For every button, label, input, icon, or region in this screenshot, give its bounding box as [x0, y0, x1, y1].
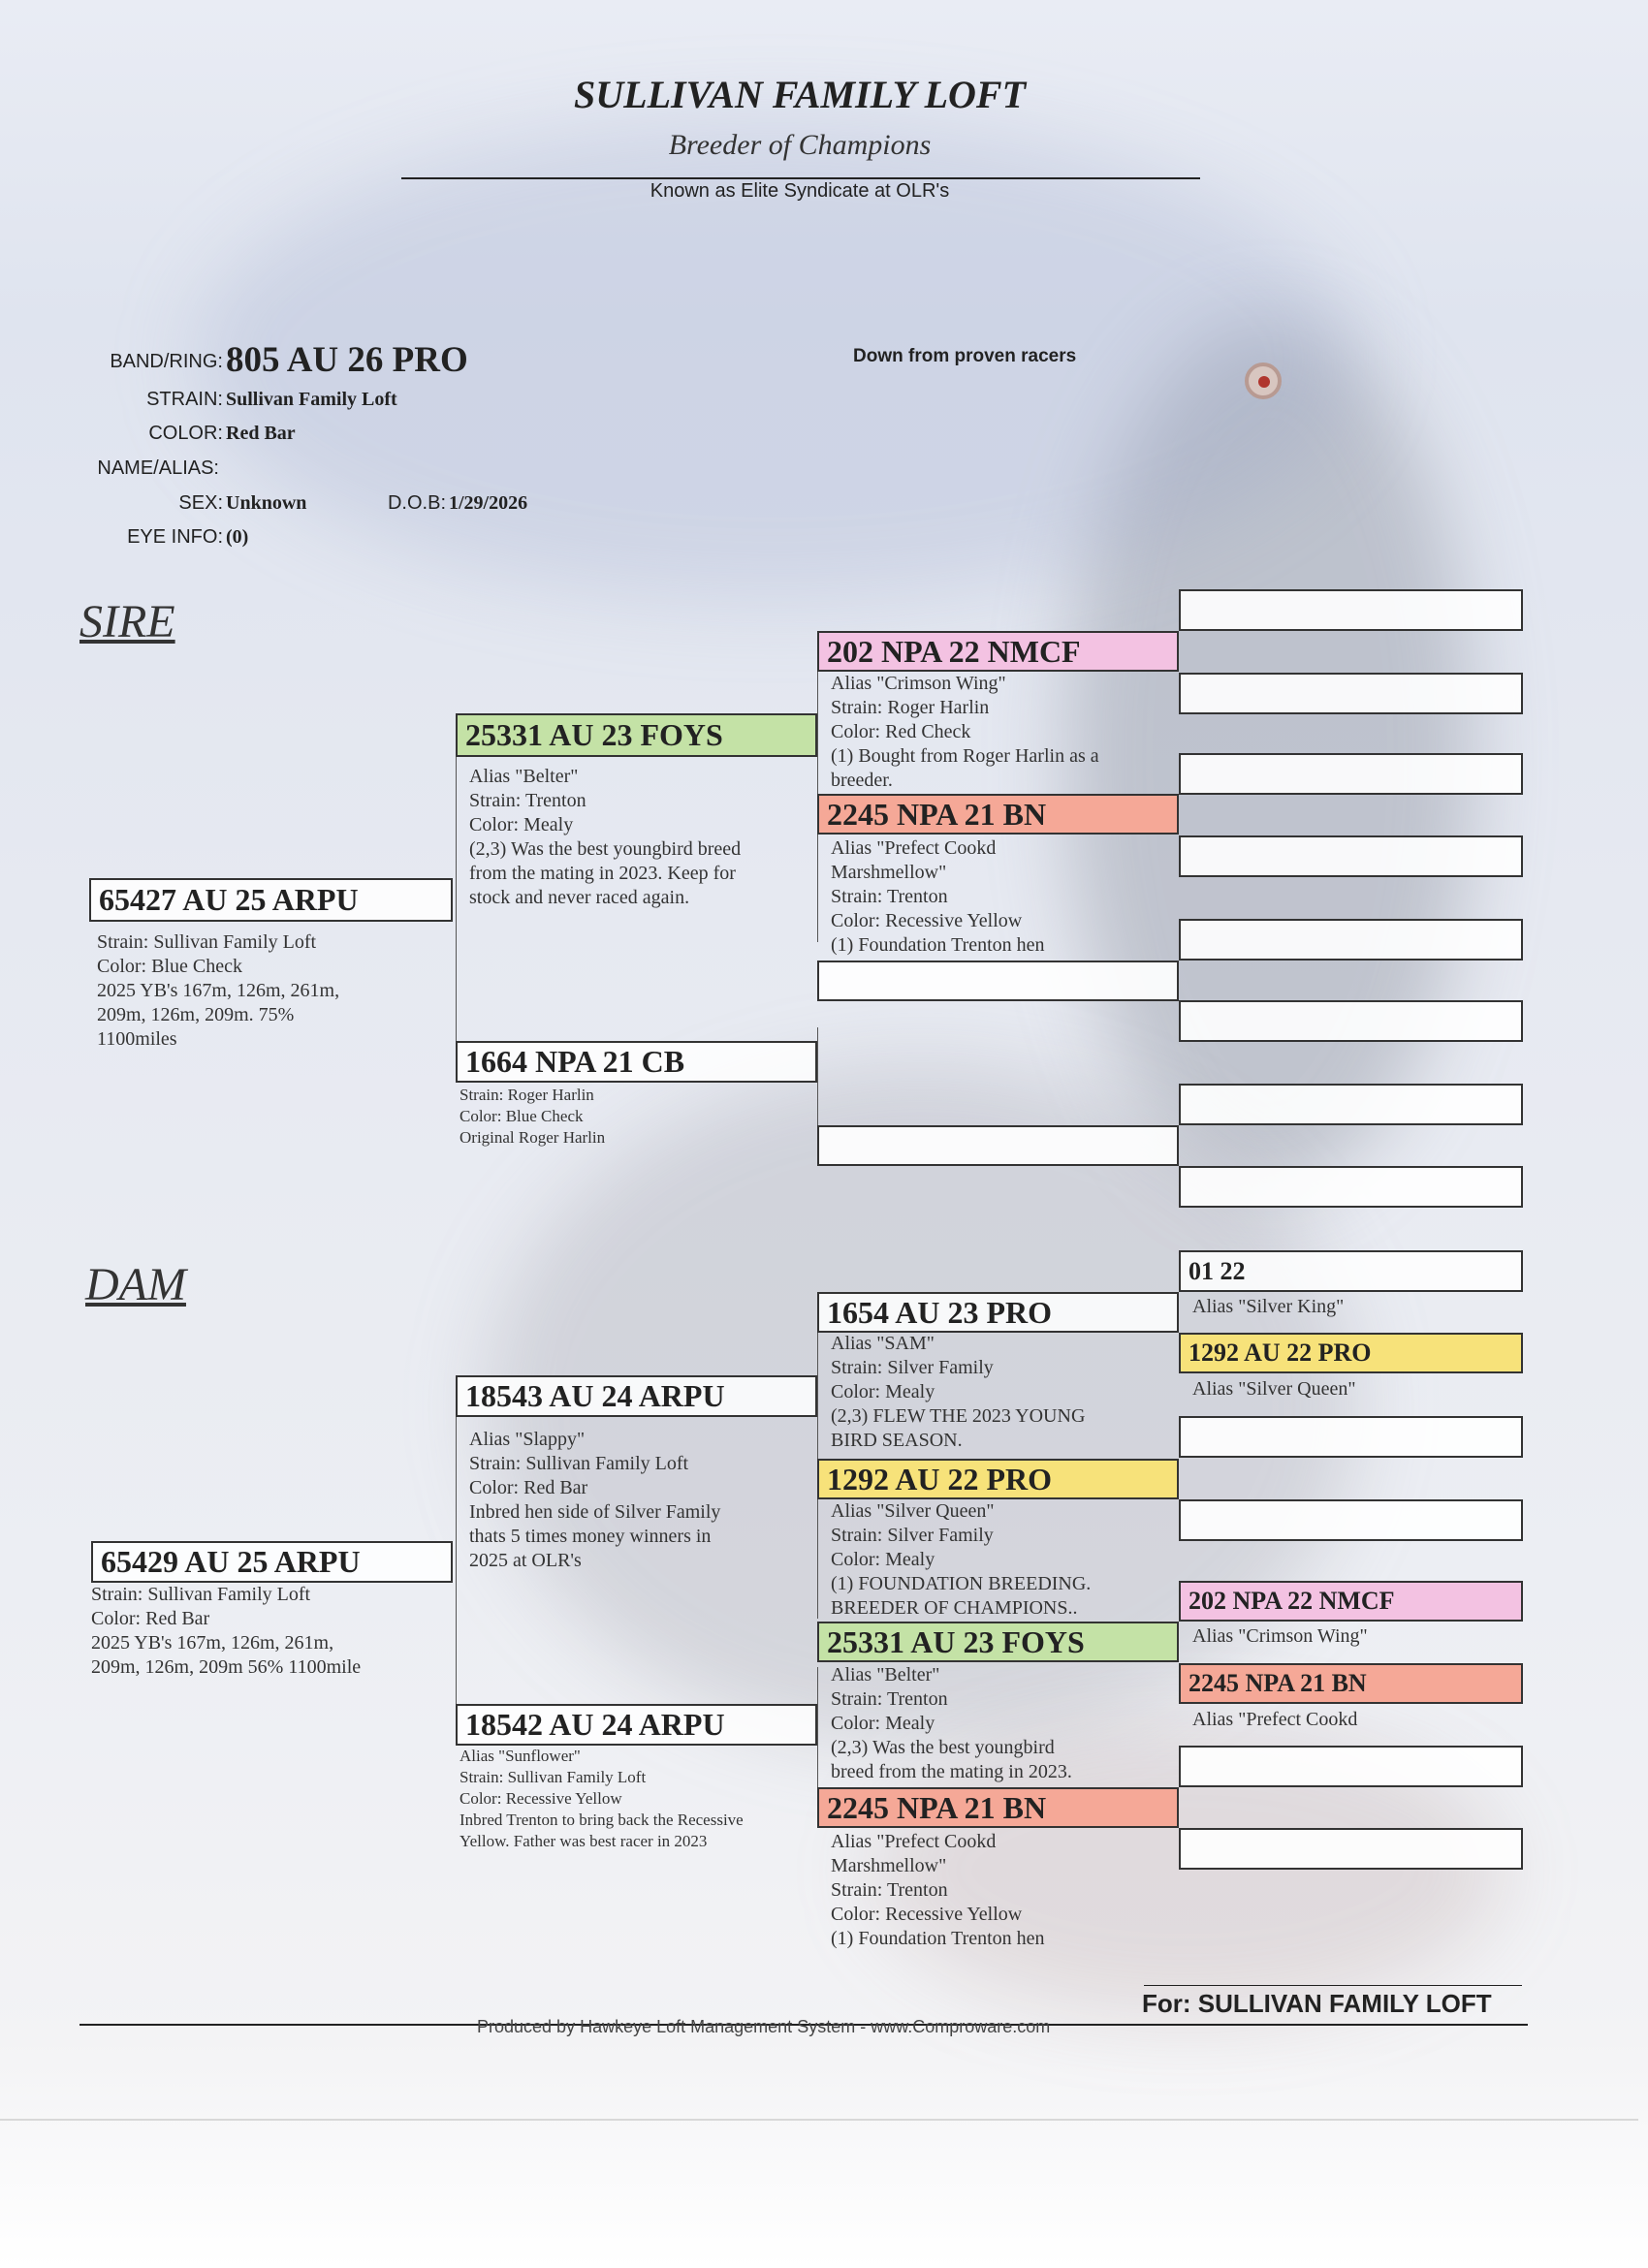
dam-sire-sire-sire-box: 01 22	[1179, 1250, 1523, 1292]
sire-dam-notes: Strain: Roger Harlin Color: Blue Check Original Roger Harlin	[460, 1086, 606, 1147]
remark-text: Down from proven racers	[853, 346, 1077, 366]
sire-sire-dam-notes: Alias "Prefect Cookd Marshmellow" Strain: Trenton Color: Recessive Yellow (1) Foundation Trenton hen	[831, 837, 1045, 956]
dam-sire-sire-dam-note: Alias "Silver Queen"	[1192, 1378, 1356, 1400]
pigeon-eye-icon	[1245, 362, 1282, 399]
band-label: BAND/RING:	[110, 351, 223, 372]
strain-value: Sullivan Family Loft	[226, 389, 397, 410]
dam-sire-sire-sire-note: Alias "Silver King"	[1192, 1296, 1345, 1317]
name-label: NAME/ALIAS:	[97, 457, 219, 479]
gen5-empty-box	[1179, 1499, 1523, 1541]
footer-for-text: For: SULLIVAN FAMILY LOFT	[1142, 1989, 1492, 2018]
dam-heading: DAM	[85, 1259, 186, 1310]
sire-dam-band-box: 1664 NPA 21 CB	[456, 1041, 817, 1083]
gen5-empty-box	[1179, 1416, 1523, 1458]
gen5-empty-box	[1179, 1084, 1523, 1125]
sire-sire-sire-band-box: 202 NPA 22 NMCF	[817, 631, 1179, 672]
dam-sire-sire-dam-box: 1292 AU 22 PRO	[1179, 1333, 1523, 1373]
gen5-empty-box	[1179, 1828, 1523, 1870]
sire-branch-line	[456, 746, 457, 1056]
sire-sire-sire-notes: Alias "Crimson Wing" Strain: Roger Harlin Color: Red Check (1) Bought from Roger Harlin as a breeder.	[831, 673, 1099, 791]
dam-band-box: 65429 AU 25 ARPU	[91, 1541, 453, 1583]
dam-sire-band-box: 18543 AU 24 ARPU	[456, 1375, 817, 1417]
dam-branch-line	[456, 1396, 457, 1706]
dam-dam-sire-sire-box: 202 NPA 22 NMCF	[1179, 1581, 1523, 1622]
dam-sire-sire-band-box: 1654 AU 23 PRO	[817, 1292, 1179, 1333]
dam-sire-sire-notes: Alias "SAM" Strain: Silver Family Color: Mealy (2,3) FLEW THE 2023 YOUNG BIRD SEASON.	[831, 1333, 1086, 1451]
sex-label: SEX:	[178, 492, 223, 514]
gen5-empty-box	[1179, 673, 1523, 714]
dam-sire-dam-notes: Alias "Silver Queen" Strain: Silver Family Color: Mealy (1) FOUNDATION BREEDING. BREEDER OF CHAMPIONS..	[831, 1500, 1092, 1619]
gen5-empty-box	[1179, 1000, 1523, 1042]
gen5-empty-box	[1179, 835, 1523, 877]
footer-produced-by: Produced by Hawkeye Loft Management System - www.Comproware.com	[477, 2017, 1051, 2036]
sire-sire-notes: Alias "Belter" Strain: Trenton Color: Mealy (2,3) Was the best youngbird breed from the mating in 2023. Keep for stock and never raced again.	[469, 766, 742, 908]
gen5-empty-box	[1179, 589, 1523, 631]
dam-dam-notes: Alias "Sunflower" Strain: Sullivan Family Loft Color: Recessive Yellow Inbred Trenton to bring back the Recessive Yellow. Father was best racer in 2023	[460, 1747, 744, 1850]
dam-dam-sire-dam-box: 2245 NPA 21 BN	[1179, 1663, 1523, 1704]
color-label: COLOR:	[148, 423, 223, 444]
sire-band-box: 65427 AU 25 ARPU	[89, 878, 453, 922]
dam-dam-band-box: 18542 AU 24 ARPU	[456, 1704, 817, 1746]
gen5-empty-box	[1179, 1746, 1523, 1787]
sex-value: Unknown	[226, 492, 307, 514]
strain-label: STRAIN:	[146, 389, 223, 410]
band-value: 805 AU 26 PRO	[226, 340, 468, 380]
dam-sire-dam-band-box: 1292 AU 22 PRO	[817, 1459, 1179, 1499]
dob-label: D.O.B:	[387, 492, 446, 514]
dam-dam-dam-notes: Alias "Prefect Cookd Marshmellow" Strain: Trenton Color: Recessive Yellow (1) Foundation Trenton hen	[831, 1831, 1045, 1949]
sire-sire-dam-band-box: 2245 NPA 21 BN	[817, 794, 1179, 835]
eye-label: EYE INFO:	[127, 526, 223, 548]
sire-dam-sire-empty-box	[817, 961, 1179, 1001]
sire-notes: Strain: Sullivan Family Loft Color: Blue Check 2025 YB's 167m, 126m, 261m, 209m, 126m, 209m. 75% 1100miles	[97, 931, 340, 1050]
eye-value: (0)	[226, 526, 249, 548]
gen5-empty-box	[1179, 1166, 1523, 1208]
footer-for-line	[1144, 1985, 1522, 1986]
sire-heading: SIRE	[79, 596, 175, 647]
sire-sire-band-box: 25331 AU 23 FOYS	[456, 713, 817, 757]
dam-dam-sire-dam-note: Alias "Prefect Cookd	[1192, 1709, 1358, 1730]
header-divider	[401, 177, 1200, 179]
sire-dam-dam-empty-box	[817, 1125, 1179, 1166]
loft-name: SULLIVAN FAMILY LOFT	[574, 73, 1026, 116]
syndicate-text: Known as Elite Syndicate at OLR's	[650, 180, 950, 202]
tagline: Breeder of Champions	[668, 129, 932, 161]
gen5-empty-box	[1179, 919, 1523, 961]
dob-value: 1/29/2026	[449, 492, 528, 514]
gen5-empty-box	[1179, 753, 1523, 795]
dam-dam-sire-sire-note: Alias "Crimson Wing"	[1192, 1625, 1368, 1647]
color-value: Red Bar	[226, 423, 296, 444]
dam-dam-dam-band-box: 2245 NPA 21 BN	[817, 1787, 1179, 1828]
dam-dam-sire-notes: Alias "Belter" Strain: Trenton Color: Mealy (2,3) Was the best youngbird breed from the mating in 2023.	[831, 1664, 1072, 1782]
scan-edge-line	[0, 2119, 1638, 2121]
dam-sire-notes: Alias "Slappy" Strain: Sullivan Family Loft Color: Red Bar Inbred hen side of Silver Family thats 5 times money winners in 2025 at OLR's	[469, 1429, 721, 1571]
dam-notes: Strain: Sullivan Family Loft Color: Red Bar 2025 YB's 167m, 126m, 261m, 209m, 126m, 209m 56% 1100mile	[91, 1584, 362, 1678]
dam-dam-sire-band-box: 25331 AU 23 FOYS	[817, 1622, 1179, 1662]
